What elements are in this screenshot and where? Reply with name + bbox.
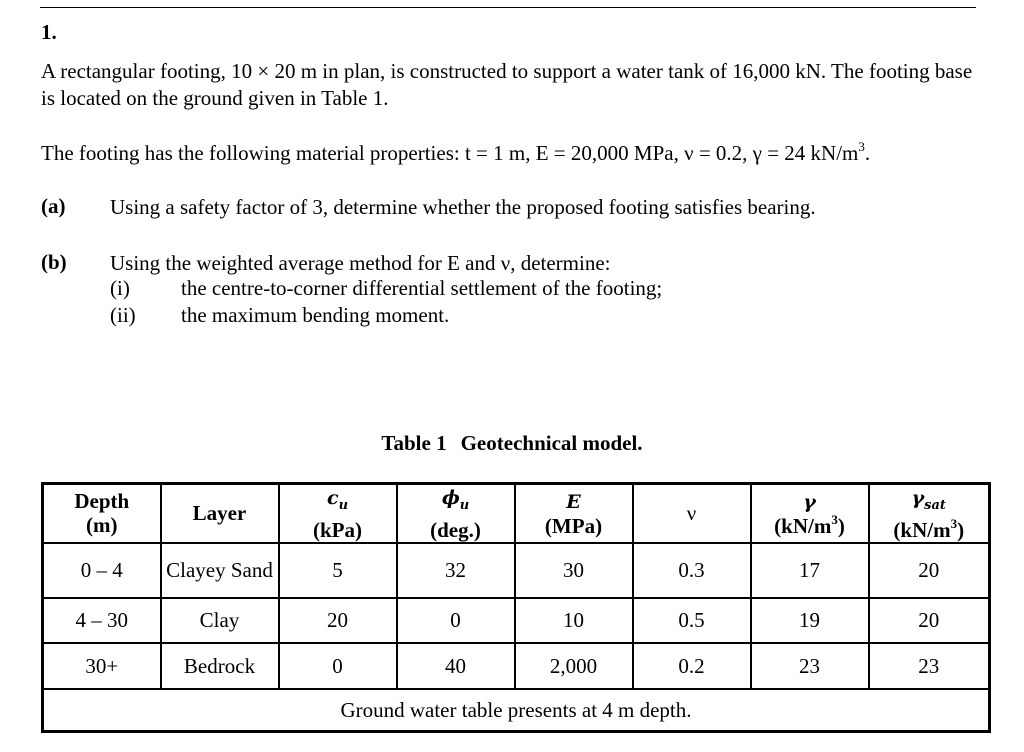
top-divider — [40, 7, 976, 8]
cell-gamma: 17 — [751, 543, 869, 598]
part-b-ii-label: (ii) — [110, 303, 136, 327]
cell-nu: 0.5 — [633, 598, 751, 643]
table-caption-title: Geotechnical model. — [460, 431, 643, 455]
cell-e: 30 — [515, 543, 633, 598]
cell-gamma-sat: 20 — [869, 598, 990, 643]
table-row — [43, 543, 990, 598]
cell-phi: 0 — [397, 598, 515, 643]
cell-cu: 5 — [279, 543, 397, 598]
part-b-i-text: the centre-to-corner differential settlement of the footing; — [181, 276, 663, 300]
part-a-text: Using a safety factor of 3, determine whether the proposed footing satisfies bearing. — [110, 195, 816, 219]
cell-phi: 32 — [397, 543, 515, 598]
question-number: 1. — [41, 20, 57, 44]
header-e: E (MPa) — [515, 484, 633, 543]
geotechnical-table — [41, 482, 991, 733]
part-b-i-label: (i) — [110, 276, 130, 300]
part-a-label: (a) — [41, 194, 66, 218]
header-phi: $\phi_u$ (deg.) — [397, 484, 515, 543]
cell-layer: Clayey Sand — [161, 543, 279, 598]
header-nu: ν — [633, 484, 751, 543]
material-properties-text: The footing has the following material properties: t = 1 m, E = 20,000 MPa, ν = 0.2, γ = 24 kN/m — [41, 141, 859, 165]
cell-cu: 0 — [279, 643, 397, 689]
cell-e: 10 — [515, 598, 633, 643]
cell-gamma-sat: 20 — [869, 543, 990, 598]
table-row — [43, 643, 990, 689]
material-properties-sup: 3 — [858, 139, 865, 154]
part-b-text: Using the weighted average method for E and ν, determine: — [110, 251, 611, 275]
table-caption — [0, 431, 1024, 456]
cell-depth: 0 – 4 — [43, 543, 161, 598]
cell-gamma-sat: 23 — [869, 643, 990, 689]
header-cu: $c_u$ (kPa) — [279, 484, 397, 543]
cell-e: 2,000 — [515, 643, 633, 689]
header-gamma: γ $(kN/m^3)$ — [751, 484, 869, 543]
cell-phi: 40 — [397, 643, 515, 689]
cell-layer: Bedrock — [161, 643, 279, 689]
part-b-label: (b) — [41, 250, 67, 274]
cell-layer: Clay — [161, 598, 279, 643]
table-footnote: Ground water table presents at 4 m depth. — [43, 689, 990, 732]
header-layer: Layer — [161, 484, 279, 543]
header-gamma-sat: $\gamma_{sat}$ $(kN/m^3)$ — [869, 484, 990, 543]
material-properties-suffix: . — [864, 141, 871, 165]
table-row — [43, 598, 990, 643]
part-b-ii-text: the maximum bending moment. — [181, 303, 450, 327]
question-intro: A rectangular footing, 10 × 20 m in plan, is constructed to support a water tank of 16,000 kN. The footing base is located on the ground given in Table 1. — [41, 59, 973, 110]
table-header-row — [43, 484, 990, 543]
cell-depth: 30+ — [43, 643, 161, 689]
cell-nu: 0.3 — [633, 543, 751, 598]
header-depth: Depth (m) — [43, 484, 161, 543]
table-caption-number: Table 1 — [381, 431, 447, 455]
material-properties — [41, 140, 981, 167]
cell-gamma: 19 — [751, 598, 869, 643]
table-footnote-row — [43, 689, 990, 732]
cell-depth: 4 – 30 — [43, 598, 161, 643]
cell-gamma: 23 — [751, 643, 869, 689]
cell-cu: 20 — [279, 598, 397, 643]
cell-nu: 0.2 — [633, 643, 751, 689]
